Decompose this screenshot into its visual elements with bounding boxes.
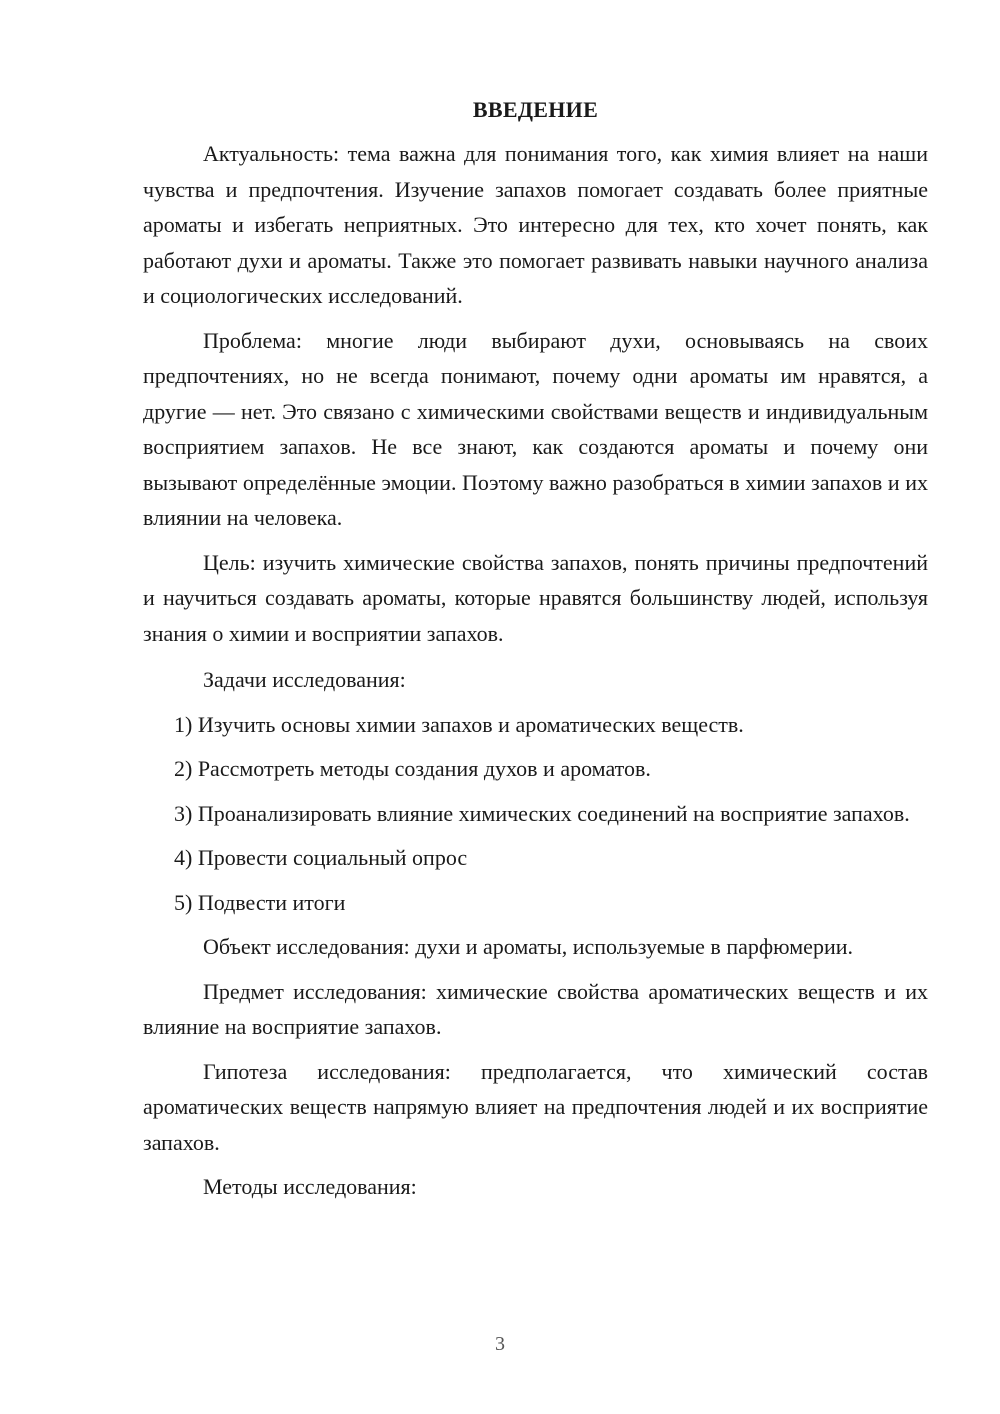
- list-item: 3) Проанализировать влияние химических соединений на восприятие запахов.: [174, 800, 910, 826]
- list-item: 4) Провести социальный опрос: [174, 845, 468, 870]
- page-number: 3: [495, 1333, 505, 1355]
- paragraph-hypothesis: Гипотеза исследования: предполагается, что химический состав ароматических веществ напрямую влияет на предпочтения людей и их восприятие запахов.: [143, 1058, 928, 1155]
- list-item: 2) Рассмотреть методы создания духов и ароматов.: [174, 756, 651, 781]
- methods-heading: Методы исследования:: [203, 1174, 417, 1199]
- paragraph-problem: Проблема: многие люди выбирают духи, основываясь на своих предпочтениях, но не всегда понимают, почему одни ароматы им нравятся, а другие — нет. Это связано с химическими свойствами веществ и индивидуальным восприятием запахов. Не все знают, как создаются ароматы и почему они вызывают определённые эмоции. Поэтому важно разобраться в химии запахов и их влиянии на человека.: [143, 327, 928, 530]
- paragraph-goal: Цель: изучить химические свойства запахов, понять причины предпочтений и научиться создавать ароматы, которые нравятся большинству людей, используя знания о химии и восприятии запахов.: [143, 549, 928, 646]
- tasks-heading: Задачи исследования:: [203, 667, 406, 692]
- list-item: 1) Изучить основы химии запахов и ароматических веществ.: [174, 711, 744, 737]
- list-item: 5) Подвести итоги: [174, 889, 346, 915]
- paragraph-object: Объект исследования: духи и ароматы, используемые в парфюмерии.: [203, 934, 853, 959]
- page-title: ВВЕДЕНИЕ: [472, 97, 599, 122]
- paragraph-subject: Предмет исследования: химические свойства ароматических веществ и их влияние на восприятие запахов.: [143, 978, 928, 1039]
- tasks-list: [143, 707, 928, 921]
- document-page: [143, 92, 928, 1214]
- paragraph-relevance: Актуальность: тема важна для понимания того, как химия влияет на наши чувства и предпочтения. Изучение запахов помогает создавать более приятные ароматы и избегать неприятных. Это интересно для тех, кто хочет понять, как работают духи и ароматы. Также это помогает развивать навыки научного анализа и социологических исследований.: [143, 141, 928, 308]
